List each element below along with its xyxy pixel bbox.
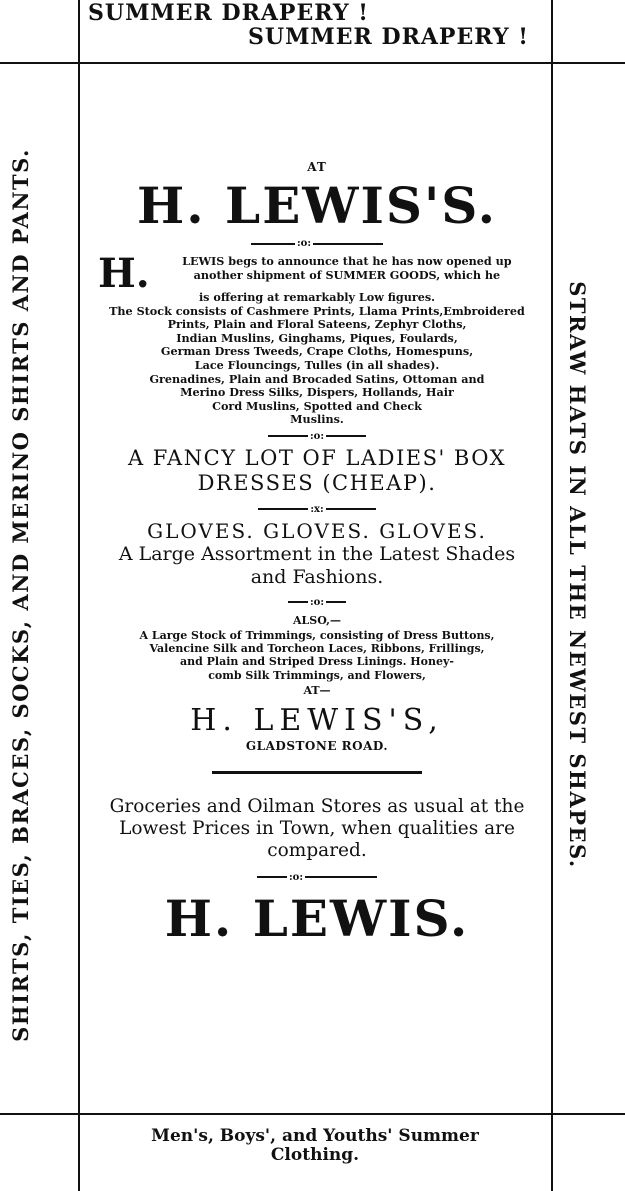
long-divider [212, 771, 422, 774]
intro-line: Merino Dress Silks, Dispers, Hollands, Hair [180, 385, 454, 400]
intro-line: German Dress Tweeds, Crape Cloths, Homespuns, [160, 344, 474, 359]
groceries-line2: Lowest Prices in Town, when qualities are [119, 817, 515, 839]
title-end: H. LEWIS. [164, 888, 470, 948]
intro-line: Grenadines, Plain and Brocaded Satins, Ottoman and [149, 371, 485, 386]
top-banner-line1: SUMMER DRAPERY ! [88, 0, 369, 26]
rule-mark-4: :o: [309, 596, 325, 608]
side-left-text: SHIRTS, TIES, BRACES, SOCKS, AND MERINO SHIRTS AND PANTS. [8, 148, 33, 1042]
trimmings-line: Valencine Silk and Torcheon Laces, Ribbons, Frillings, [149, 642, 485, 656]
box-dresses-line2: DRESSES (CHEAP). [197, 470, 437, 495]
trimmings-line: A Large Stock of Trimmings, consisting of Dress Buttons, [139, 628, 495, 642]
also-label: ALSO,— [293, 613, 341, 627]
rule-mark-3: :x: [310, 503, 324, 515]
rule-mark-5: :o: [288, 871, 304, 883]
title-mid: H. LEWIS'S, [190, 702, 444, 738]
rule-4 [96, 597, 538, 608]
dropcap: H. [98, 250, 150, 297]
frame-left-vertical [78, 0, 80, 1191]
groceries-line1: Groceries and Oilman Stores as usual at the [109, 795, 525, 817]
groceries-line3: compared. [267, 839, 367, 861]
trimmings-line: comb Silk Trimmings, and Flowers, [208, 668, 426, 682]
at-label: AT [307, 160, 327, 174]
bottom-banner-line2: Clothing. [270, 1145, 360, 1165]
rule-5 [96, 872, 538, 883]
assortment-line2: and Fashions. [250, 565, 384, 588]
trimmings-paragraph [96, 629, 538, 682]
frame-top-rule [0, 62, 625, 64]
gloves-heading: GLOVES. GLOVES. GLOVES. [147, 518, 487, 543]
intro-line: Lace Flouncings, Tulles (in all shades). [194, 357, 440, 372]
intro-line: Prints, Plain and Floral Sateens, Zephyr Cloths, [167, 317, 467, 332]
title-heading: H. LEWIS'S. [136, 176, 497, 235]
rule-2 [96, 431, 538, 442]
rule-mark-2: :o: [309, 430, 325, 442]
rule-3 [96, 504, 538, 515]
side-right-text: STRAW HATS IN ALL THE NEWEST SHAPES. [565, 281, 590, 869]
at-label-2: AT— [303, 683, 331, 697]
bottom-banner [80, 1115, 550, 1165]
address-road: GLADSTONE ROAD. [245, 738, 389, 753]
trimmings-line: and Plain and Striped Dress Linings. Honey- [180, 655, 454, 669]
intro-line: is offering at remarkably Low figures. [198, 290, 436, 304]
intro-line: Cord Muslins, Spotted and Check [212, 398, 422, 413]
intro-line: The Stock consists of Cashmere Prints, Llama Prints,Embroidered [109, 303, 525, 318]
intro-line: Indian Muslins, Ginghams, Piques, Foulards, [176, 330, 458, 345]
rule-mark-1: :o: [296, 238, 312, 249]
main-advert [96, 150, 538, 947]
assortment-line1: A Large Assortment in the Latest Shades [118, 542, 516, 565]
intro-line: another shipment of SUMMER GOODS, which he [193, 267, 501, 282]
intro-paragraph [96, 250, 538, 427]
rule-1 [96, 238, 538, 249]
top-banner [80, 0, 550, 62]
box-dresses-line1: A FANCY LOT OF LADIES' BOX [127, 445, 507, 470]
top-banner-line2: SUMMER DRAPERY ! [248, 24, 529, 50]
intro-line: LEWIS begs to announce that he has now opened up [182, 254, 512, 268]
intro-line: Muslins. [290, 412, 344, 427]
bottom-banner-line1: Men's, Boys', and Youths' Summer [151, 1126, 479, 1146]
